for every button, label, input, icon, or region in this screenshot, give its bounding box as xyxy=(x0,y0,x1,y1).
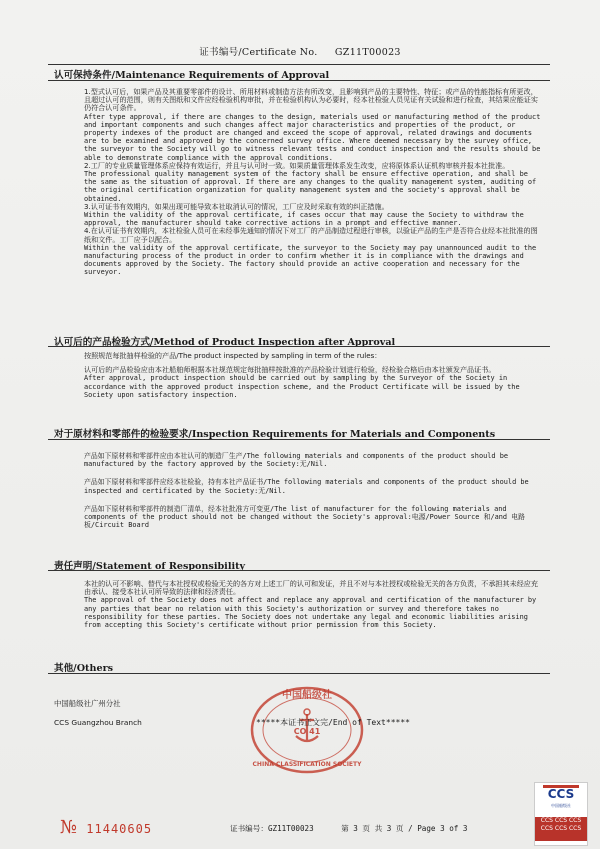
divider xyxy=(48,346,550,347)
section-title-en: Statement of Responsibility xyxy=(95,561,246,572)
paragraph: 产品如下原材料和零部件应经本社检验，持有本社产品证书/The following materials and components of the product should be inspected and certificated by the Society:无/Nil. xyxy=(84,478,529,495)
logo-text: CCS xyxy=(547,787,575,801)
logo-strip: CCS CCS CCS CCS CCS CCS xyxy=(535,817,587,841)
paragraph-en: Within the validity of the approval certificate, the surveyor to the Society may pay unannounced audit to the manufacturing process of the product in order to confirm whether it is in compliance with the drawings and documents approved by the Society. The factory should provide an active cooperation and necessary for the surveyor. xyxy=(84,243,537,277)
inspection-body xyxy=(84,352,544,399)
page-indicator: 第 3 页 共 3 页 / Page 3 of 3 xyxy=(341,824,468,833)
section-title-cn: 认可保持条件/ xyxy=(54,70,116,81)
seal-code: CO 41 xyxy=(293,727,321,736)
divider xyxy=(48,570,550,571)
paragraph: 按照规范每批抽样检验的产品/The product inspected by sampling in term of the rules： xyxy=(84,351,382,360)
paragraph-cn: 3.认可证书有效期内，如果出现可能导致本社取消认可的情况，工厂应及时采取有效的纠正措施。 xyxy=(84,201,389,211)
divider xyxy=(48,439,550,440)
section-title-materials xyxy=(54,426,495,440)
paragraph-cn: 1.型式认可后，如果产品及其重要零部件的设计、所用材料或制造方法有所改变，且影响到产品的主要特性、特征；或产品的性能指标有所更改，且超过认可的范围，则有关图纸和文件应经检验机构审批，并在检验机构认为必要时，经本社检验人员见证有关试验和进行检查，其结果应能证实仍符合认可条件。 xyxy=(84,87,538,113)
serial-prefix: № xyxy=(60,817,79,838)
certificate-number-header xyxy=(0,44,600,58)
paragraph: 产品如下原材料和零部件应由本社认可的制造厂生产/The following materials and components of the product should be manufactured by the factory approved by the Society:无/Nil. xyxy=(84,452,508,469)
materials-body xyxy=(84,452,544,529)
serial-value: 11440605 xyxy=(86,822,153,836)
end-of-text: *****本证书正文完/End of Text***** xyxy=(256,718,410,727)
divider xyxy=(48,80,550,81)
paragraph-cn: 本社的认可不影响、替代与本社授权或检验无关的各方对上述工厂的认可和发证，并且不对与本社授权或检验无关的各方负责，不承担其未经应充由承认、接受本社认可所导致的法律和经济责任。 xyxy=(84,579,538,597)
ccs-logo xyxy=(534,782,588,846)
paragraph: 产品如下原材料和零部件的制造厂清单，经本社批准方可变更/The list of manufacturer for the following materials and components of the product should not be changed without the Society's approval:电源/Power Source 和/and 电路板/Circuit Board xyxy=(84,504,526,530)
logo-subtext: 中国船级社 xyxy=(551,803,571,808)
paragraph-en: Within the validity of the approval certificate, if cases occur that may cause the Society to withdraw the approval, the manufacturer should take corrective actions in a prompt and effective manner. xyxy=(84,211,524,228)
section-title-cn: 对于原材料和零部件的检验要求/ xyxy=(54,429,192,440)
branch-name-en: CCS Guangzhou Branch xyxy=(54,718,142,727)
certificate-label: 证书编号/Certificate No. xyxy=(199,47,318,58)
seal-top-text: 中国船级社 xyxy=(282,690,332,701)
official-seal xyxy=(248,684,366,776)
divider xyxy=(48,673,550,674)
certificate-number: GZ11T00023 xyxy=(334,47,401,58)
section-title-cn: 其他/ xyxy=(54,663,77,674)
section-title-others xyxy=(54,660,113,674)
paragraph-cn: 2.工厂的专业质量管理体系应保持有效运行，并且与认可时一致。如果质量管理体系发生改变，应将原体系认证机构审核并报本社批准。 xyxy=(84,160,510,170)
paragraph-cn: 4.在认可证书有效期内，本社检验人员可在未经事先通知的情况下对工厂的产品制造过程进行审核，以验证产品的生产是否符合业经本社批准的图纸和文件。工厂应予以配合。 xyxy=(84,226,538,244)
seal-bottom-text: CHINA CLASSIFICATION SOCIETY xyxy=(252,761,362,768)
serial-number xyxy=(60,817,152,838)
paragraph-en: The professional quality management system of the factory shall be ensure effective operation, and shall be the same as the situation of approval. If there are any changes to the quality management system, auditing of the original certification organization for quality management system and the society's approval shall be obtained. xyxy=(84,170,537,203)
paragraph-en: After approval, product inspection should be carried out by sampling by the Surveyor of the Society in accordance with the approved product inspection scheme, and the Product Certificate will be issued by the Society upon satisfactory inspection. xyxy=(84,374,520,399)
section-title-cn: 认可后的产品检验方式/ xyxy=(54,337,154,348)
section-title-en: Others xyxy=(76,663,114,674)
paragraph-en: After type approval, if there are changes to the design, materials used or manufacturing method of the product and important components and such changes affect major characteristics and properties of the product, or property indexes of the product are changed and exceed the scope of approval, related drawings and documents are to be examined and approved by the concerned survey office. Where deemed necessary by the survey office, the surveyor to the Society will go to witness relevant tests and conduct inspection and the results should be able to demonstrate compliance with the approval conditions. xyxy=(84,112,541,162)
section-title-cn: 责任声明/ xyxy=(54,561,96,572)
divider xyxy=(48,64,550,65)
branch-name-cn: 中国船级社广州分社 xyxy=(54,699,121,708)
section-title-en: Inspection Requirements for Materials and Components xyxy=(191,429,496,440)
footer-cert-ref: 证书编号：GZ11T00023 xyxy=(230,824,314,833)
section-title-maintenance xyxy=(54,67,329,81)
paragraph-cn: 认可后的产品检验应由本社船舶师根据本社规范规定每批抽样按批准的产品检验计划进行检验，经检验合格后由本社颁发产品证书。 xyxy=(84,365,496,375)
responsibility-body xyxy=(84,580,544,629)
section-title-en: Maintenance Requirements of Approval xyxy=(115,70,330,81)
maintenance-body xyxy=(84,88,544,277)
paragraph-en: The approval of the Society does not affect and replace any approval and certification of the manufacturer by any parties that bear no relation with this Society's authorization or survey and therefore takes no responsibility for these parties. The Society does not undertake any legal and economic liabilities arising from accepting this Society's certificate without prior permission from this Society. xyxy=(84,596,537,630)
section-title-en: Method of Product Inspection after Approval xyxy=(153,337,396,348)
page-footer xyxy=(230,823,468,834)
